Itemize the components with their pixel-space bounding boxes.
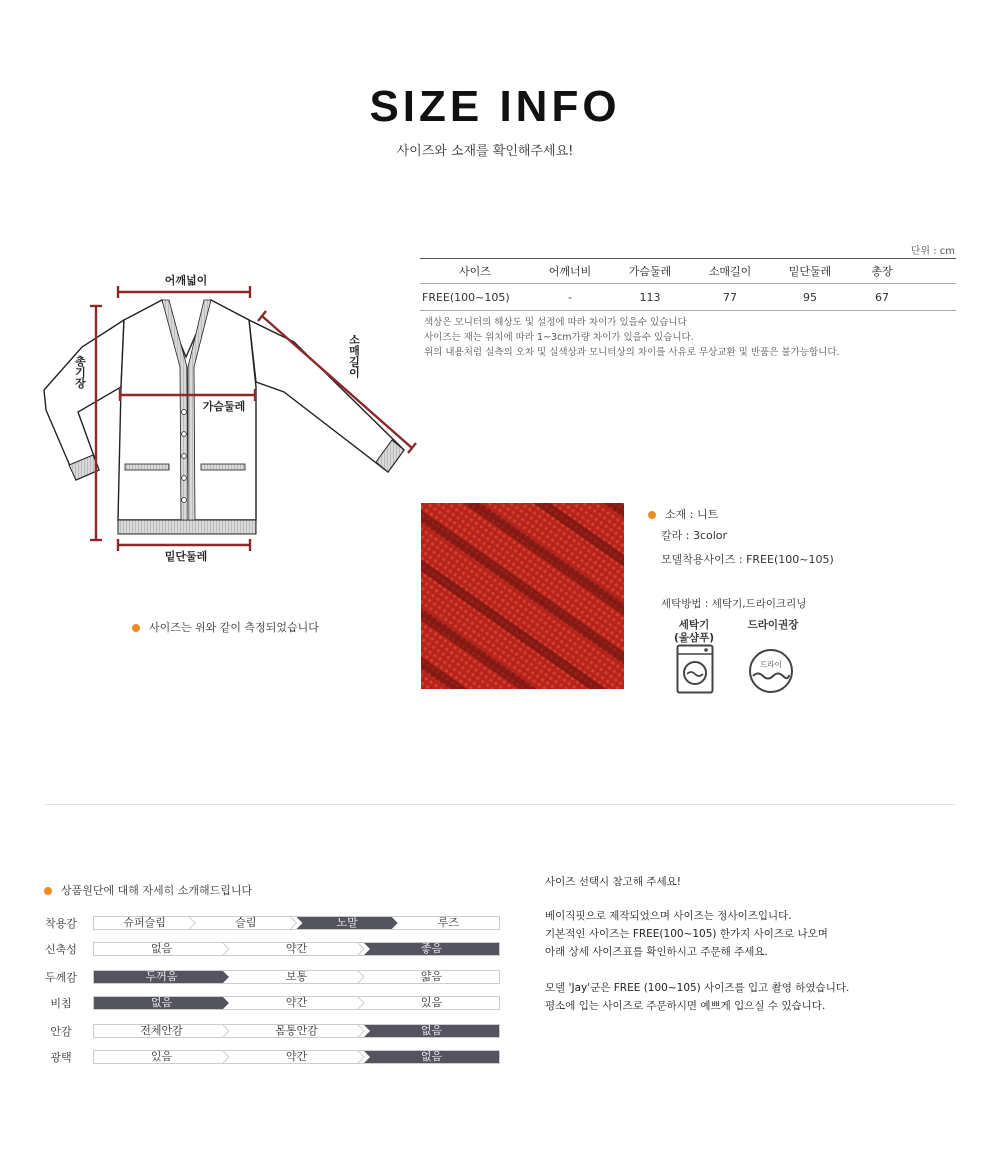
rating-track [93, 942, 500, 956]
rating-option: 있음 [150, 1050, 173, 1063]
length-cell: 67 [850, 284, 914, 311]
rating-option: 보통 [285, 970, 308, 983]
fabric-rating-row [40, 970, 500, 984]
material-fabric: 소재 : 니트 [648, 506, 718, 522]
fabric-rating-row [40, 1050, 500, 1064]
size-table [420, 258, 956, 311]
guide-line: 아래 상세 사이즈표를 확인하시고 주문해 주세요. [545, 946, 768, 958]
rating-option: 없음 [150, 942, 173, 955]
shoulder-cell: - [530, 284, 610, 311]
cardigan-measurement-diagram [36, 262, 426, 572]
page-subtitle: 사이즈와 소재를 확인해주세요! [396, 144, 574, 159]
size-table-header: 밑단둘레 [770, 259, 850, 284]
shoulder-width-label: 어깨넓이 [164, 274, 208, 287]
rating-label: 착용감 [45, 917, 77, 930]
hem-width-label: 밑단둘레 [164, 550, 208, 563]
sleeve-cell: 77 [690, 284, 770, 311]
rating-option: 약간 [285, 1050, 308, 1063]
fabric-rating-row [40, 996, 500, 1010]
rating-label: 신축성 [45, 943, 77, 956]
washing-machine-icon [676, 644, 714, 694]
wash-method: 세탁방법 : 세탁기,드라이크리닝 [661, 598, 807, 610]
rating-option: 약간 [285, 996, 308, 1009]
cardigan-illustration [36, 262, 426, 572]
orange-bullet-icon [132, 624, 140, 632]
orange-bullet-icon [648, 511, 656, 519]
rating-option: 약간 [285, 942, 308, 955]
rating-option: 얇음 [420, 970, 443, 983]
fabric-rating-row [40, 942, 500, 956]
table-row [420, 284, 956, 311]
size-table-header: 어깨너비 [530, 259, 610, 284]
fabric-rating-row [40, 1024, 500, 1038]
rating-option: 있음 [420, 996, 443, 1009]
guide-line: 베이직핏으로 제작되었으며 사이즈는 정사이즈입니다. [545, 910, 792, 922]
size-table-header: 소매길이 [690, 259, 770, 284]
rating-option: 좋음 [420, 942, 443, 955]
hem-cell: 95 [770, 284, 850, 311]
rating-track [93, 996, 500, 1010]
fabric-rating-row [40, 916, 500, 930]
guide-model-line: 모델 'Jay'군은 FREE (100~105) 사이즈를 입고 촬영 하였습니다. [545, 982, 850, 994]
size-table-header: 가슴둘레 [610, 259, 690, 284]
rating-option: 전체안감 [140, 1024, 183, 1037]
rating-label: 비침 [50, 997, 72, 1010]
empty-cell [914, 284, 956, 311]
size-table-header: 사이즈 [420, 259, 530, 284]
chest-cell: 113 [610, 284, 690, 311]
total-length-label: 총기장 [73, 355, 87, 389]
rating-option: 슈퍼슬림 [123, 916, 166, 929]
rating-option: 루즈 [437, 916, 459, 929]
size-table-header-row [420, 259, 956, 284]
washer-label: 세탁기 (울샴푸) [673, 619, 715, 644]
model-size: 모델착용사이즈 : FREE(100~105) [661, 553, 834, 566]
unit-label: 단위 : cm [910, 246, 955, 257]
sleeve-length-label: 소매길이 [347, 334, 361, 378]
size-cell: FREE(100~105) [420, 284, 530, 311]
page-title: SIZE INFO [369, 82, 621, 131]
rating-option: 없음 [150, 996, 173, 1009]
material-color: 칼라 : 3color [661, 529, 728, 542]
rating-track [93, 1024, 500, 1038]
rating-option: 없음 [420, 1050, 443, 1063]
rating-label: 안감 [50, 1025, 72, 1038]
guide-model-line: 평소에 입는 사이즈로 주문하시면 예쁘게 입으실 수 있습니다. [545, 1000, 826, 1012]
dry-clean-label: 드라이권장 [747, 619, 799, 631]
note-line: 사이즈는 재는 위치에 따라 1~3cm가량 차이가 있을수 있습니다. [424, 332, 694, 343]
note-line: 위의 내용처럼 실측의 오차 및 실색상과 모니터상의 차이를 사유로 무상교환 및 반품은 불가능합니다. [424, 347, 840, 358]
measure-note: 사이즈는 위와 같이 측정되었습니다 [132, 619, 319, 635]
rating-track [93, 970, 500, 984]
svg-text:드라이: 드라이 [760, 660, 782, 669]
orange-bullet-icon [44, 887, 52, 895]
size-notes [424, 315, 840, 360]
rating-track [93, 1050, 500, 1064]
rating-option: 몸통안감 [275, 1024, 318, 1037]
rating-label: 두께감 [45, 971, 77, 984]
fabric-swatch-image [421, 503, 624, 689]
dry-clean-icon [748, 648, 794, 694]
section-divider [44, 804, 955, 805]
guide-line: 기본적인 사이즈는 FREE(100~105) 한가지 사이즈로 나오며 [545, 928, 828, 940]
rating-option: 없음 [420, 1024, 443, 1037]
size-table-header: 총장 [850, 259, 914, 284]
rating-option: 노말 [336, 916, 358, 929]
chest-width-label: 가슴둘레 [202, 400, 246, 413]
rating-option: 슬림 [235, 916, 257, 929]
size-table-header-empty [914, 259, 956, 284]
rating-option: 두꺼움 [145, 970, 178, 983]
fabric-detail-title: 상품원단에 대해 자세히 소개해드립니다 [44, 882, 252, 898]
guide-heading: 사이즈 선택시 참고해 주세요! [545, 876, 681, 888]
rating-label: 광택 [50, 1051, 72, 1064]
note-line: 색상은 모니터의 해상도 및 설정에 따라 차이가 있을수 있습니다 [424, 317, 687, 328]
rating-track [93, 916, 500, 930]
